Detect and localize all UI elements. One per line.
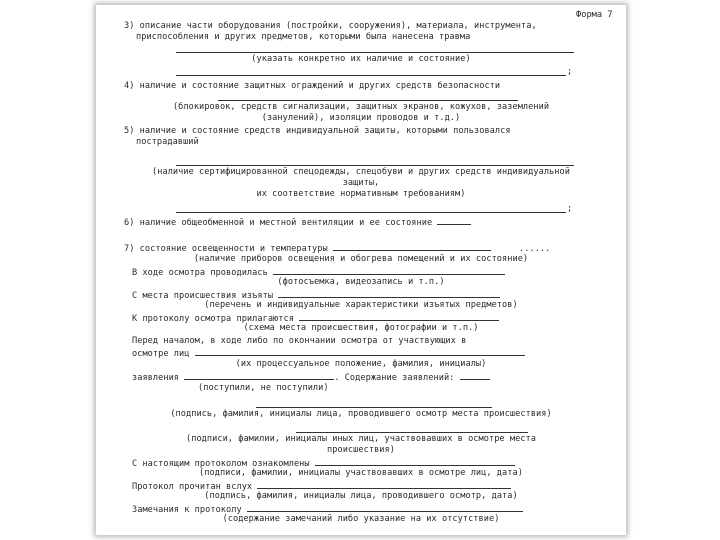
item4-hint2: (занулений), изоляции проводов и т.д.) — [261, 113, 461, 123]
item5-hint1: (наличие сертифицированной спецодежды, спецобуви и других средств индивидуальной — [152, 167, 570, 177]
remarks-hint: (содержание замечаний либо указание на их отсутствие) — [222, 514, 500, 524]
signature-line — [256, 407, 492, 408]
others-signature-line — [296, 432, 528, 433]
item5-hint3: их соответствие нормативным требованиям) — [256, 189, 466, 199]
before-label: осмотре лиц — [132, 349, 190, 359]
before-text-line1: Перед началом, в ходе либо по окончании осмотра от участвующих в — [132, 336, 467, 346]
item6-text: 6) наличие общеобменной и местной вентиляции и ее состояние — [124, 218, 433, 228]
others-hint2: происшествия) — [327, 445, 395, 455]
statements-fill-line — [184, 371, 334, 380]
during-fill-line — [273, 266, 505, 275]
item5-fill-line — [176, 165, 574, 166]
signature-hint: (подпись, фамилия, инициалы лица, проводившего осмотр места происшествия) — [170, 409, 552, 419]
attached-fill-line — [299, 312, 499, 321]
attached-hint: (схема места происшествия, фотографии и т.п.) — [243, 323, 479, 333]
statements-content-label: . Содержание заявлений: — [334, 373, 455, 383]
item6-fill-line — [437, 216, 471, 225]
item4-fill-line — [218, 100, 518, 101]
seized-hint: (перечень и индивидуальные характеристики изъятых предметов) — [204, 300, 518, 310]
statements-label: заявления — [132, 373, 180, 383]
item3-fill-line — [176, 52, 574, 53]
before-hint: (их процессуальное положение, фамилия, инициалы) — [235, 359, 487, 369]
item4-hint1: (блокировок, средств сигнализации, защитных экранов, кожухов, заземлений — [172, 102, 550, 112]
item5-text-line1: 5) наличие и состояние средств индивидуальной защиты, которыми пользовался — [124, 126, 511, 136]
item5-end: ; — [567, 204, 573, 214]
item3-end: ; — [567, 67, 573, 77]
item7-hint: (наличие приборов освещения и обогрева помещений и их состояние) — [193, 254, 529, 264]
before-fill-line — [195, 347, 525, 356]
item5-text-line2: пострадавший — [136, 137, 199, 147]
item4-text-line1: 4) наличие и состояние защитных ограждений и других средств безопасности — [124, 81, 501, 91]
remarks-label: Замечания к протоколу — [132, 505, 242, 515]
item5-hint2: защиты, — [342, 178, 380, 188]
item3-hint: (указать конкретно их наличие и состояние) — [251, 54, 471, 64]
remarks-fill-line — [247, 503, 523, 512]
item3-text-line1: 3) описание части оборудования (постройки, сооружения), материала, инструмента, — [124, 21, 537, 31]
statements-content-line — [460, 371, 490, 380]
attached-label: К протоколу осмотра прилагаются — [132, 314, 294, 324]
item5-fill-line2 — [176, 212, 566, 213]
item7-text: 7) состояние освещенности и температуры — [124, 244, 328, 254]
item7-fill-line — [333, 242, 491, 251]
seized-fill-line — [278, 289, 500, 298]
during-label: В ходе осмотра проводилась — [132, 268, 268, 278]
familiar-label: С настоящим протоколом ознакомлены — [132, 459, 310, 469]
read-fill-line — [257, 480, 511, 489]
item3-text-line2: приспособления и других предметов, которыми была нанесена травма — [136, 32, 471, 42]
item3-fill-line2 — [176, 75, 566, 76]
read-label: Протокол прочитан вслух — [132, 482, 253, 492]
familiar-fill-line — [315, 457, 515, 466]
familiar-hint: (подписи, фамилии, инициалы участвовавших в осмотре лиц, дата) — [199, 468, 523, 478]
item7-dots: ...... — [518, 244, 551, 254]
statements-hint: (поступили, не поступили) — [198, 383, 329, 393]
item6-text-line1 — [124, 216, 471, 229]
form-number: Форма 7 — [576, 10, 613, 20]
seized-label: С места происшествия изъяты — [132, 291, 274, 301]
during-hint: (фотосъемка, видеозапись и т.п.) — [277, 277, 445, 287]
document-page — [96, 5, 626, 535]
others-hint1: (подписи, фамилии, инициалы иных лиц, участвовавших в осмотре места — [186, 434, 536, 444]
read-hint: (подпись, фамилия, инициалы лица, проводившего осмотр, дата) — [204, 491, 518, 501]
